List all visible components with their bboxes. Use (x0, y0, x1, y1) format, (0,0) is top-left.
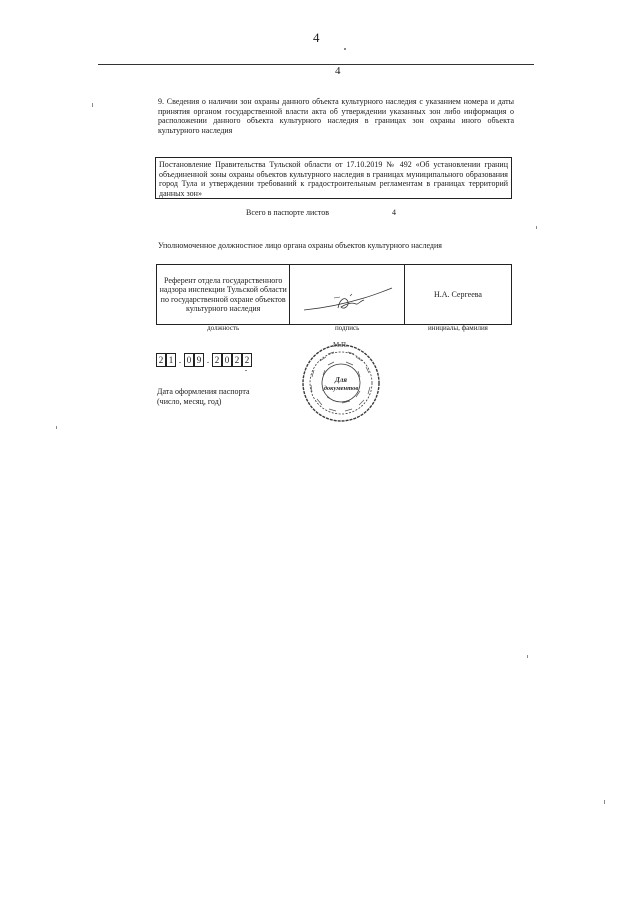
official-position: Референт отдела государственного надзора инспекции Тульской области по государственной охране объектов культурного наследия (157, 265, 290, 325)
date-digit: 2 (156, 353, 166, 367)
stamp-center-line2: документов (323, 385, 359, 392)
handwritten-signature (294, 268, 400, 318)
scan-speck (245, 370, 247, 371)
official-name: Н.А. Сергеева (404, 265, 511, 325)
scan-speck (536, 226, 537, 229)
date-boxes (156, 352, 252, 368)
scan-speck (56, 426, 57, 429)
total-sheets-label: Всего в паспорте листов (246, 208, 329, 217)
scan-speck (604, 800, 605, 804)
caption-position: должность (157, 325, 290, 333)
authorized-official-heading: Уполномоченное должностное лицо органа охраны объектов культурного наследия (158, 241, 442, 250)
header-rule (98, 64, 534, 65)
scan-speck (92, 103, 93, 107)
scan-speck (527, 655, 528, 658)
caption-name: инициалы, фамилия (404, 325, 511, 333)
stamp-center-line1: Для (335, 376, 347, 384)
date-label-line2: (число, месяц, год) (157, 397, 222, 406)
protection-zone-box: Постановление Правительства Тульской области от 17.10.2019 № 492 «Об установлении границ объединенной зоны охраны объектов культурного наследия в границах муниципального образования город Тула и утверждении требований к градостроительным регламентам в границах территорий данных зон» (155, 157, 512, 199)
scan-speck (344, 48, 346, 50)
page-number-top: 4 (313, 30, 320, 45)
section-9-text: 9. Сведения о наличии зон охраны данного объекта культурного наследия с указанием номера и даты принятия органом государственной власти акта об утверждении указанных зон либо информация о расположении данного объекта культурного наследия в границах зон охраны иного объекта культурного наследия (158, 97, 514, 135)
date-separator: . (178, 355, 182, 365)
date-digit: 9 (194, 353, 204, 367)
stamp-mp: М.П. (333, 341, 348, 349)
official-round-stamp (298, 337, 384, 423)
date-digit: 2 (212, 353, 222, 367)
date-digit: 1 (166, 353, 176, 367)
date-label (157, 387, 250, 407)
date-label-line1: Дата оформления паспорта (157, 387, 250, 396)
signature-table (156, 264, 512, 332)
date-digit: 2 (232, 353, 242, 367)
signature-cell (290, 265, 405, 325)
caption-row (157, 325, 512, 333)
signature-row (157, 265, 512, 325)
date-digit: 2 (242, 353, 252, 367)
caption-signature: подпись (290, 325, 405, 333)
date-digit: 0 (184, 353, 194, 367)
total-sheets-value: 4 (392, 208, 396, 217)
date-digit: 0 (222, 353, 232, 367)
page-number-secondary: 4 (335, 65, 341, 77)
date-separator: . (206, 355, 210, 365)
